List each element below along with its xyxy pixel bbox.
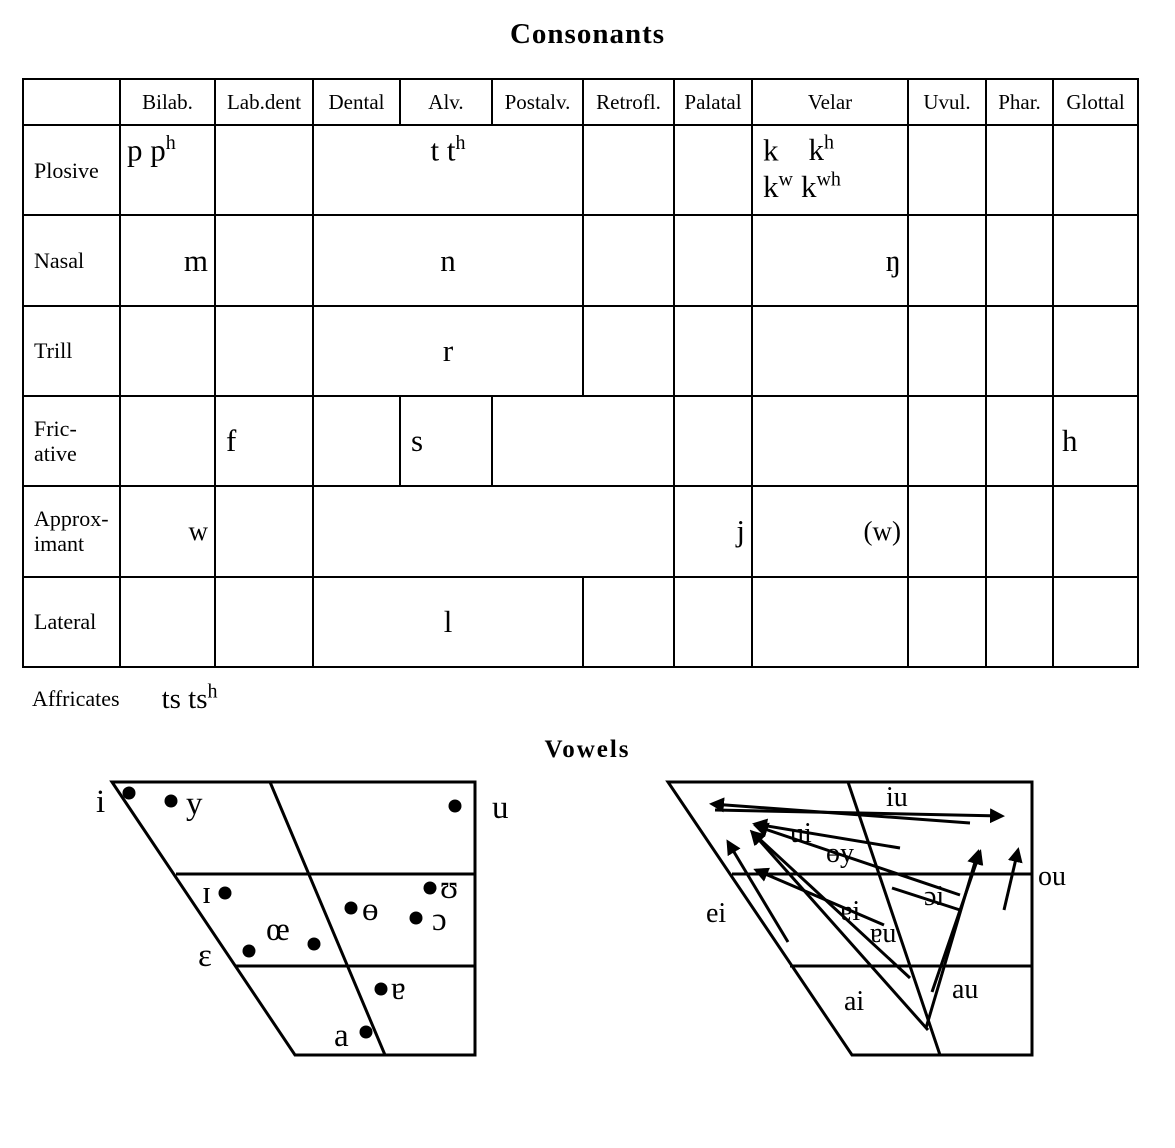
diphthong-chart: [660, 770, 1100, 1070]
vowel-oe: œ: [266, 912, 290, 948]
cell-empty: [908, 215, 986, 305]
col-header-velar: Velar: [752, 79, 908, 125]
vowel-u: u: [492, 790, 509, 826]
cell-approximant-palatal: j: [674, 486, 752, 576]
vowel-a: a: [334, 1018, 349, 1054]
row-nasal: [23, 215, 1138, 305]
cell-empty: [120, 577, 215, 667]
cell-empty: [583, 306, 674, 396]
dot-a: [360, 1026, 373, 1039]
arrow-ou: [1004, 850, 1018, 910]
row-label-trill: Trill: [23, 306, 120, 396]
cell-approximant-velar: (w): [752, 486, 908, 576]
consonants-title: Consonants: [509, 18, 666, 50]
vowel-y: y: [186, 786, 203, 822]
cell-empty: [908, 125, 986, 215]
cell-empty: [986, 215, 1053, 305]
cell-empty: [1053, 486, 1138, 576]
diph-turned-a-u: ɐu: [870, 918, 897, 949]
vowel-turned-a: ɐ: [391, 971, 406, 1007]
dot-small-i: [219, 887, 232, 900]
diph-barred-o-y: ɵy: [826, 838, 854, 869]
cell-empty: [583, 577, 674, 667]
velar-kwh: $k^{wh}$: [800, 168, 841, 204]
col-header-retroflex: Retrofl.: [583, 79, 674, 125]
cell-empty: [583, 215, 674, 305]
cell-trill-alveolar: r: [313, 306, 583, 396]
cell-empty: [215, 577, 313, 667]
cell-empty: [313, 396, 400, 486]
col-header-uvular: Uvul.: [908, 79, 986, 125]
row-label-nasal: Nasal: [23, 215, 120, 305]
cell-empty: [215, 125, 313, 215]
cell-empty: [583, 125, 674, 215]
cell-nasal-alveolar: n: [313, 215, 583, 305]
dot-turned-a: [375, 983, 388, 996]
affricates-line: [32, 680, 218, 716]
diph-ui: ui: [790, 818, 812, 849]
diph-ei: ei: [706, 898, 727, 929]
cell-empty: [752, 306, 908, 396]
dot-open-o: [410, 912, 423, 925]
cell-empty: [1053, 215, 1138, 305]
cell-empty: [986, 125, 1053, 215]
dot-barred-o: [345, 902, 358, 915]
dot-i: [123, 787, 136, 800]
cell-empty: [1053, 577, 1138, 667]
row-label-approximant: Approx- imant: [23, 486, 120, 576]
cell-empty: [752, 577, 908, 667]
cell-empty: [986, 306, 1053, 396]
diph-iu: iu: [886, 782, 908, 813]
place-header-row: [23, 79, 1138, 125]
cell-empty: [1053, 306, 1138, 396]
vowel-epsilon: ɛ: [198, 938, 212, 974]
cell-empty: [908, 577, 986, 667]
col-header-pharyngeal: Phar.: [986, 79, 1053, 125]
dot-upsilon: [424, 882, 437, 895]
dot-u: [449, 800, 462, 813]
col-header-postalveolar: Postalv.: [492, 79, 583, 125]
dot-y: [165, 795, 178, 808]
cell-nasal-velar: ŋ: [752, 215, 908, 305]
row-label-plosive: Plosive: [23, 125, 120, 215]
vowels-title: Vowels: [544, 736, 631, 763]
vowel-upsilon: ʊ: [440, 870, 459, 906]
cell-nasal-bilabial: m: [120, 215, 215, 305]
cell-empty: [908, 396, 986, 486]
velar-kh: $k^h$: [808, 132, 834, 168]
cell-fricative-labiodental: f: [215, 396, 313, 486]
cell-empty: [674, 396, 752, 486]
cell-empty: [986, 577, 1053, 667]
cell-plosive-alveolar: t $t^h$: [313, 125, 583, 215]
diph-open-o-i: ɔi: [924, 881, 945, 912]
cell-empty: [1053, 125, 1138, 215]
monophthong-chart: [90, 770, 530, 1070]
vowel-barred-o: ɵ: [362, 892, 379, 928]
col-header-dental: Dental: [313, 79, 400, 125]
diph-ai: ai: [844, 986, 865, 1017]
cell-empty: [215, 306, 313, 396]
row-plosive: [23, 125, 1138, 215]
row-label-fricative: Fric- ative: [23, 396, 120, 486]
cell-empty: [492, 396, 674, 486]
cell-plosive-bilabial: p $p^h$: [120, 125, 215, 215]
cell-approximant-bilabial: w: [120, 486, 215, 576]
dot-oe: [308, 938, 321, 951]
cell-empty: [986, 486, 1053, 576]
vowel-dots: [123, 787, 462, 1039]
dot-epsilon: [243, 945, 256, 958]
vowel-small-capital-i: ɪ: [202, 875, 212, 911]
row-fricative: [23, 396, 1138, 486]
cell-lateral-alveolar: l: [313, 577, 583, 667]
cell-empty: [908, 486, 986, 576]
cell-fricative-glottal: h: [1053, 396, 1138, 486]
cell-empty: [120, 306, 215, 396]
corner-cell: [23, 79, 120, 125]
cell-empty: [752, 396, 908, 486]
cell-empty: [674, 125, 752, 215]
col-header-palatal: Palatal: [674, 79, 752, 125]
col-header-bilabial: Bilab.: [120, 79, 215, 125]
cell-empty: [674, 215, 752, 305]
affricates-label: Affricates: [32, 685, 120, 711]
cell-empty: [313, 486, 674, 576]
vowel-i: i: [96, 784, 106, 820]
cell-empty: [908, 306, 986, 396]
cell-empty: [215, 215, 313, 305]
cell-empty: [120, 396, 215, 486]
cell-empty: [674, 306, 752, 396]
cell-empty: [674, 577, 752, 667]
velar-k: k: [763, 132, 779, 168]
velar-kw: $k^w$: [763, 168, 793, 204]
col-header-alveolar: Alv.: [400, 79, 492, 125]
diph-au: au: [952, 974, 979, 1005]
row-label-lateral: Lateral: [23, 577, 120, 667]
row-lateral: [23, 577, 1138, 667]
diph-ou: ou: [1038, 861, 1066, 892]
cell-plosive-velar: [752, 125, 908, 215]
diph-turned-a-i: ɐi: [840, 896, 861, 927]
col-header-labiodental: Lab.dent: [215, 79, 313, 125]
cell-fricative-alveolar: s: [400, 396, 492, 486]
col-header-glottal: Glottal: [1053, 79, 1138, 125]
row-trill: [23, 306, 1138, 396]
vowel-open-o: ɔ: [432, 902, 447, 938]
affricates-value: ts $ts^h$: [161, 680, 218, 715]
arrow-ai-short: [756, 870, 884, 925]
row-approximant: [23, 486, 1138, 576]
vowel-symbols: [96, 784, 509, 1054]
consonant-table: [22, 78, 1139, 668]
cell-empty: [215, 486, 313, 576]
cell-empty: [986, 396, 1053, 486]
